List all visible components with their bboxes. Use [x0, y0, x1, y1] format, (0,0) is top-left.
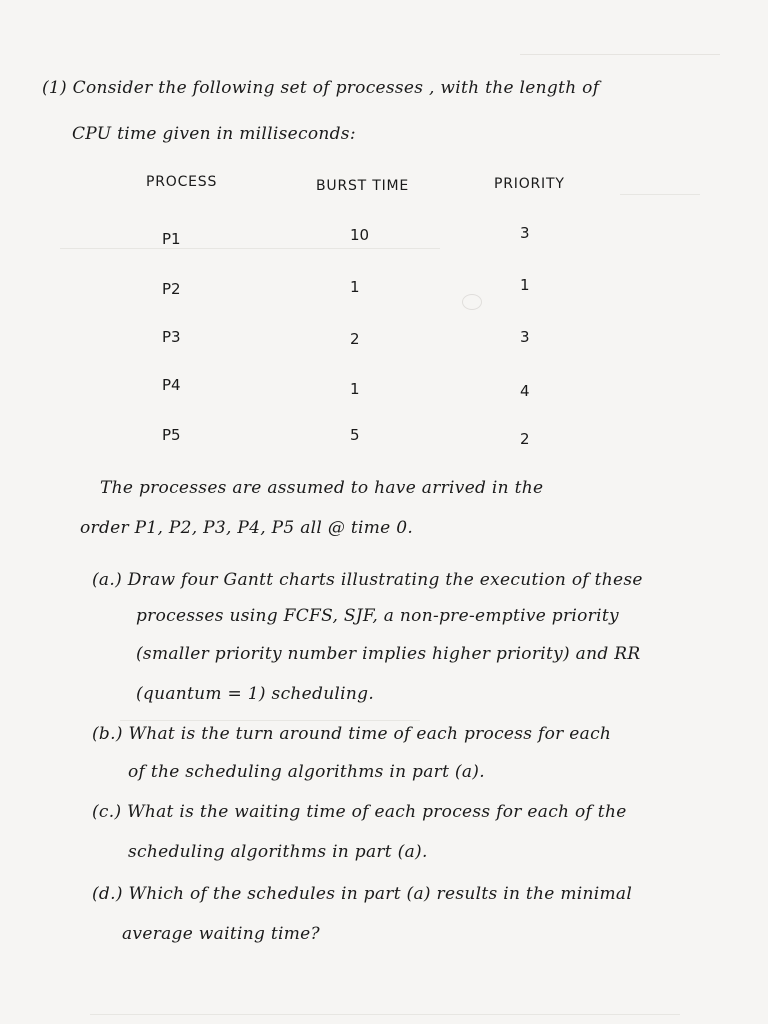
question-d-line-1: (d.) Which of the schedules in part (a) results in the minimal: [92, 884, 633, 904]
question-a-line-2: processes using FCFS, SJF, a non-pre-emptive priority: [136, 606, 619, 626]
header-priority: PRIORITY: [494, 176, 565, 192]
row-4-burst: 1: [350, 380, 360, 398]
row-1-burst: 10: [350, 226, 370, 244]
intro-line-1: (1) Consider the following set of processes , with the length of: [42, 78, 600, 98]
row-2-burst: 1: [350, 278, 360, 296]
row-3-priority: 3: [520, 328, 530, 346]
bleed-through-mark: [90, 1004, 680, 1015]
bleed-through-circle: [462, 294, 482, 310]
bleed-through-mark: [60, 236, 440, 249]
row-5-burst: 5: [350, 426, 360, 444]
arrival-line-1: The processes are assumed to have arrived in the: [100, 478, 544, 498]
row-5-priority: 2: [520, 430, 530, 448]
question-d-line-2: average waiting time?: [122, 924, 320, 944]
question-a-line-3: (smaller priority number implies higher priority) and RR: [136, 644, 641, 664]
question-c-line-1: (c.) What is the waiting time of each process for each of the: [92, 802, 627, 822]
row-4-process: P4: [162, 376, 181, 394]
bleed-through-mark: [520, 40, 720, 55]
row-1-process: P1: [162, 230, 181, 248]
question-c-line-2: scheduling algorithms in part (a).: [128, 842, 428, 862]
row-3-process: P3: [162, 328, 181, 346]
question-b-line-1: (b.) What is the turn around time of each process for each: [92, 724, 612, 744]
bleed-through-mark: [620, 180, 700, 195]
question-a-line-4: (quantum = 1) scheduling.: [136, 684, 375, 704]
question-a-line-1: (a.) Draw four Gantt charts illustrating the execution of these: [92, 570, 643, 590]
question-b-line-2: of the scheduling algorithms in part (a).: [128, 762, 485, 782]
header-burst-time: BURST TIME: [316, 178, 410, 194]
row-2-process: P2: [162, 280, 181, 298]
bleed-through-mark: [120, 708, 420, 721]
row-1-priority: 3: [520, 224, 530, 242]
arrival-line-2: order P1, P2, P3, P4, P5 all @ time 0.: [80, 518, 414, 538]
row-2-priority: 1: [520, 276, 530, 294]
intro-line-2: CPU time given in milliseconds:: [72, 124, 356, 144]
row-5-process: P5: [162, 426, 181, 444]
row-3-burst: 2: [350, 330, 360, 348]
header-process: PROCESS: [146, 174, 218, 190]
row-4-priority: 4: [520, 382, 530, 400]
